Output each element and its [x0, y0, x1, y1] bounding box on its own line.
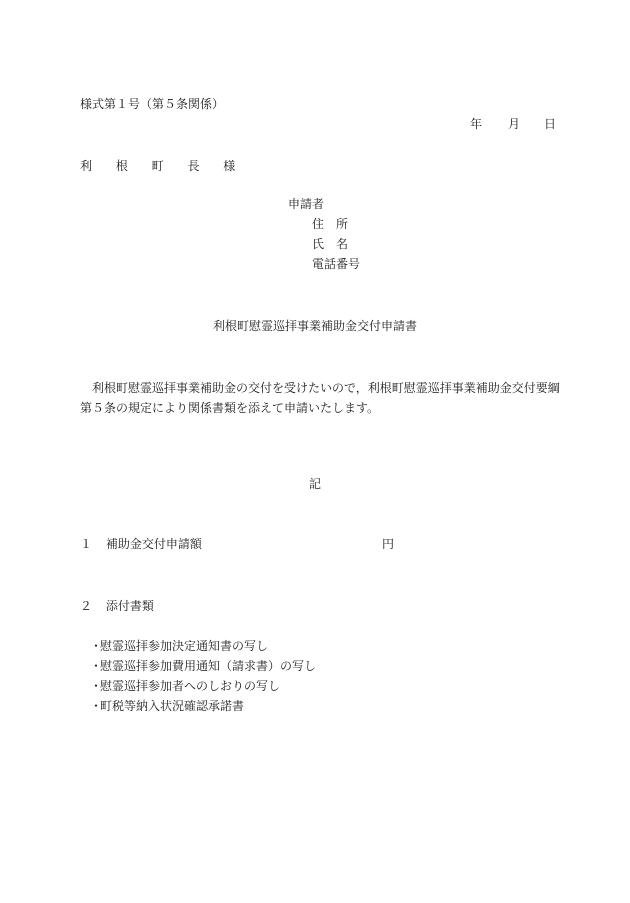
- bullet: ・: [90, 699, 103, 713]
- body-line-2: 第５条の規定により関係書類を添えて申請いたします。: [80, 401, 380, 415]
- list-item: [90, 676, 316, 696]
- attachment-list: [90, 636, 316, 716]
- item-attachments: [80, 600, 154, 612]
- amount-unit: 円: [382, 537, 395, 551]
- bullet: ・: [90, 639, 103, 653]
- applicant-name-label: 氏 名: [312, 237, 349, 251]
- item-1-label: 補助金交付申請額: [105, 537, 202, 551]
- applicant-phone-label: 電話番号: [312, 257, 361, 271]
- body-paragraph: [80, 378, 560, 418]
- date-year-label: 年: [470, 117, 483, 131]
- list-item: [90, 656, 316, 676]
- bullet: ・: [90, 679, 103, 693]
- item-application-amount: [80, 538, 202, 550]
- list-item: [90, 636, 316, 656]
- attachment-4: 町税等納入状況確認承諾書: [100, 699, 245, 713]
- applicant-label: 申請者: [288, 197, 325, 211]
- document-title: 利根町慰霊巡拝事業補助金交付申請書: [212, 319, 417, 333]
- item-1-number: １: [80, 537, 93, 551]
- bullet: ・: [90, 659, 103, 673]
- item-2-label: 添付書類: [105, 599, 154, 613]
- applicant-address-label: 住 所: [312, 217, 349, 231]
- item-2-number: ２: [80, 599, 93, 613]
- attachment-3: 慰霊巡拝参加者へのしおりの写し: [100, 679, 281, 693]
- attachment-2: 慰霊巡拝参加費用通知（請求書）の写し: [100, 659, 317, 673]
- form-number: 様式第１号（第５条関係）: [80, 97, 225, 111]
- date-day-label: 日: [544, 117, 557, 131]
- addressee: 利 根 町 長 様: [80, 159, 246, 173]
- date-month-label: 月: [508, 117, 521, 131]
- attachment-1: 慰霊巡拝参加決定通知書の写し: [100, 639, 269, 653]
- body-line-1: 利根町慰霊巡拝事業補助金の交付を受けたいので，利根町慰霊巡拝事業補助金交付要綱: [92, 381, 560, 395]
- list-item: [90, 696, 316, 716]
- ki-heading: 記: [308, 477, 321, 491]
